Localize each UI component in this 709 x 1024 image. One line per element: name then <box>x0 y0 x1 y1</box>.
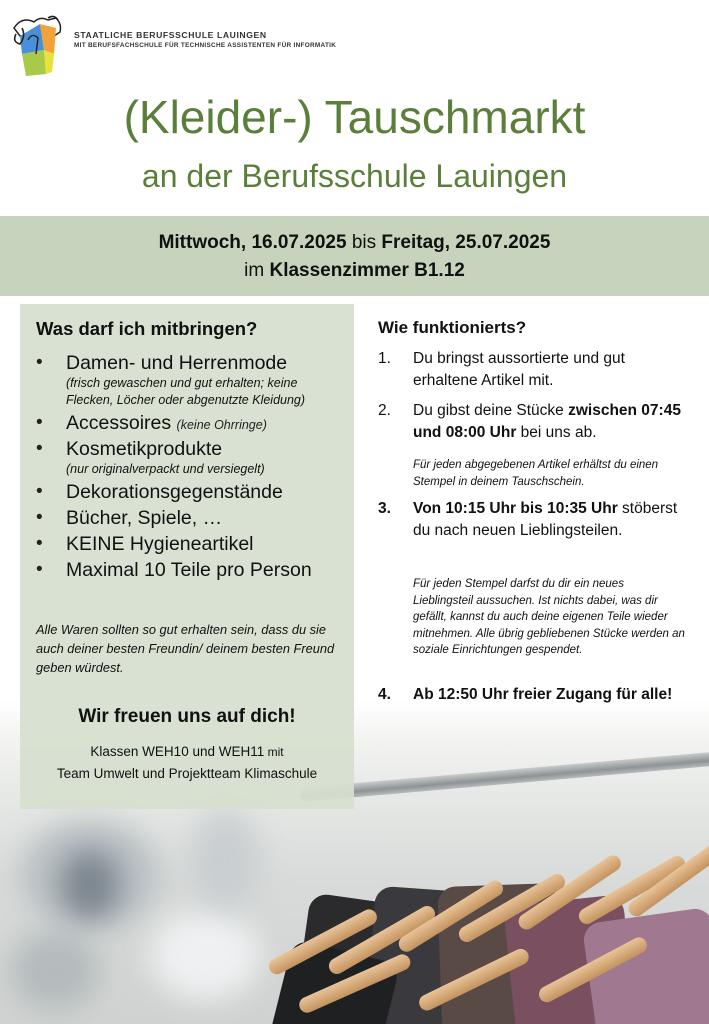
list-item-label: Kosmetikprodukte <box>66 438 223 460</box>
room: Klassenzimmer B1.12 <box>269 260 465 281</box>
school-subtitle: MIT BERUFSFACHSCHULE FÜR TECHNISCHE ASSISTENTEN FÜR INFORMATIK <box>74 42 337 49</box>
step-text <box>413 498 688 542</box>
step-3-note: Für jeden Stempel darfst du dir ein neues Lieblingsteil aussuchen. Ist nichts dabei, was dir gefällt, kannst du auch deine eigenen Teile wieder mitnehmen. Alle übrig gebliebenen Stücke werden an soziale Einrichtungen gespendet. <box>413 578 685 656</box>
room-line <box>0 260 709 282</box>
howto-heading: Wie funktionierts? <box>378 318 527 337</box>
list-item <box>36 507 346 530</box>
organizer-team: Team Umwelt und Projektteam Klimaschule <box>56 766 318 781</box>
room-prefix: im <box>244 260 270 281</box>
page-title: (Kleider-) Tauschmarkt <box>123 91 586 143</box>
closing-note: Alle Waren sollten so gut erhalten sein, dass du sie auch deiner besten Freundin/ deinem besten Freund geben würdest. <box>36 622 335 675</box>
step-text-bold: zwischen 07:45 und 08:00 Uhr <box>413 402 681 441</box>
bullet-icon: • <box>36 481 43 502</box>
list-item <box>36 352 346 409</box>
step-text-post: stöberst du nach neuen Lieblingsteilen. <box>413 500 678 539</box>
date-end: Freitag, 25.07.2025 <box>381 232 551 253</box>
step-text <box>413 400 688 444</box>
bullet-icon: • <box>36 438 43 459</box>
step-number: 1. <box>378 350 391 367</box>
step-text-post: bei uns ab. <box>516 424 597 441</box>
bullet-icon: • <box>36 412 43 433</box>
list-item-label: Maximal 10 Teile pro Person <box>66 559 312 581</box>
list-item-label: Damen- und Herrenmode <box>66 352 288 374</box>
step-2 <box>378 400 688 444</box>
step-3 <box>378 498 688 542</box>
step-4 <box>378 684 688 706</box>
step-1 <box>378 348 688 392</box>
date-band <box>0 216 709 296</box>
welcome-heading: Wir freuen uns auf dich! <box>78 706 296 727</box>
step-text: Du bringst aussortierte und gut erhaltene Artikel mit. <box>413 350 625 389</box>
list-item <box>36 481 346 504</box>
list-item-label: Bücher, Spiele, … <box>66 507 223 529</box>
list-item-label: Accessoires <box>66 412 177 434</box>
date-range <box>0 232 709 254</box>
classes-label: Klassen WEH10 und WEH11 <box>90 744 265 759</box>
bullet-icon: • <box>36 352 43 373</box>
step-text-bold: Von 10:15 Uhr bis 10:35 Uhr <box>413 500 618 517</box>
list-item <box>36 412 346 435</box>
organizer-classes <box>20 744 354 759</box>
date-joiner: bis <box>346 232 382 253</box>
classes-suffix: mit <box>264 745 284 759</box>
bullet-icon: • <box>36 559 43 580</box>
list-item-note: (frisch gewaschen und gut erhalten; keine Flecken, Löcher oder abgenutzte Kleidung) <box>66 376 306 407</box>
bullet-icon: • <box>36 507 43 528</box>
school-name: STAATLICHE BERUFSSCHULE LAUINGEN <box>74 30 267 40</box>
list-item <box>36 438 346 478</box>
page-subtitle: an der Berufsschule Lauingen <box>141 158 568 194</box>
list-item-label: Dekorationsgegenstände <box>66 481 283 503</box>
bring-list <box>36 352 346 585</box>
list-item-note: (nur originalverpackt und versiegelt) <box>66 462 265 476</box>
list-item <box>36 559 346 582</box>
step-number: 4. <box>378 686 391 703</box>
clothes-rail <box>299 751 709 802</box>
date-start: Mittwoch, 16.07.2025 <box>158 232 347 253</box>
step-text-pre: Du gibst deine Stücke <box>413 402 569 419</box>
step-2-note: Für jeden abgegebenen Artikel erhältst du einen Stempel in deinem Tauschschein. <box>413 459 659 488</box>
list-item <box>36 533 346 556</box>
step-number: 2. <box>378 402 391 419</box>
step-number: 3. <box>378 500 391 517</box>
school-logo-icon <box>10 14 64 78</box>
bring-heading: Was darf ich mitbringen? <box>36 318 258 339</box>
bullet-icon: • <box>36 533 43 554</box>
list-item-label: KEINE Hygieneartikel <box>66 533 254 555</box>
step-text: Ab 12:50 Uhr freier Zugang für alle! <box>413 686 673 703</box>
list-item-note: (keine Ohrringe) <box>176 418 267 432</box>
